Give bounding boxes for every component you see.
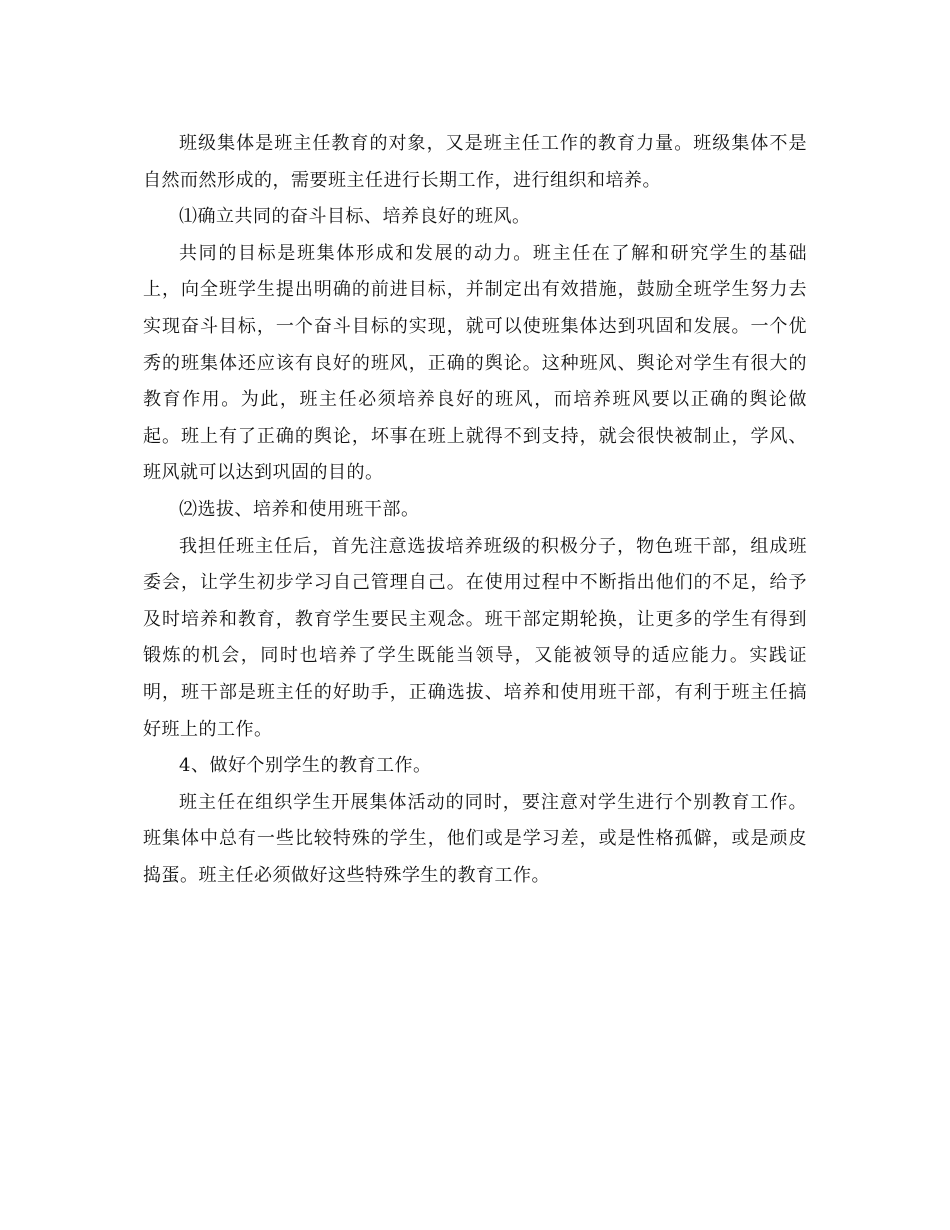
paragraph-intro: 班级集体是班主任教育的对象，又是班主任工作的教育力量。班级集体不是自然而然形成的，需要班主任进行长期工作，进行组织和培养。 (143, 133, 807, 191)
paragraph-common-goal: 共同的目标是班集体形成和发展的动力。班主任在了解和研究学生的基础上，向全班学生提出明确的前进目标，并制定出有效措施，鼓励全班学生努力去实现奋斗目标，一个奋斗目标的实现，就可以使班集体达到巩固和发展。一个优秀的班集体还应该有良好的班风，正确的舆论。这种班风、舆论对学生有很大的教育作用。为此，班主任必须培养良好的班风，而培养班风要以正确的舆论做起。班上有了正确的舆论，坏事在班上就得不到支持，就会很快被制止，学风、班风就可以达到巩固的目的。 (143, 242, 807, 484)
paragraph-individual-education: 班主任在组织学生开展集体活动的同时，要注意对学生进行个别教育工作。班集体中总有一些比较特殊的学生，他们或是学习差，或是性格孤僻，或是顽皮捣蛋。班主任必须做好这些特殊学生的教育工作。 (143, 791, 807, 886)
heading-individual-education: 4、做好个别学生的教育工作。 (179, 755, 432, 777)
heading-class-cadres: ⑵选拔、培养和使用班干部。 (179, 498, 420, 520)
document-body (143, 126, 807, 894)
heading-common-goal: ⑴确立共同的奋斗目标、培养良好的班风。 (179, 206, 531, 228)
paragraph-class-cadres: 我担任班主任后，首先注意选拔培养班级的积极分子，物色班干部，组成班委会，让学生初步学习自己管理自己。在使用过程中不断指出他们的不足，给予及时培养和教育，教育学生要民主观念。班干部定期轮换，让更多的学生有得到锻炼的机会，同时也培养了学生既能当领导，又能被领导的适应能力。实践证明，班干部是班主任的好助手，正确选拔、培养和使用班干部，有利于班主任搞好班上的工作。 (143, 535, 807, 740)
